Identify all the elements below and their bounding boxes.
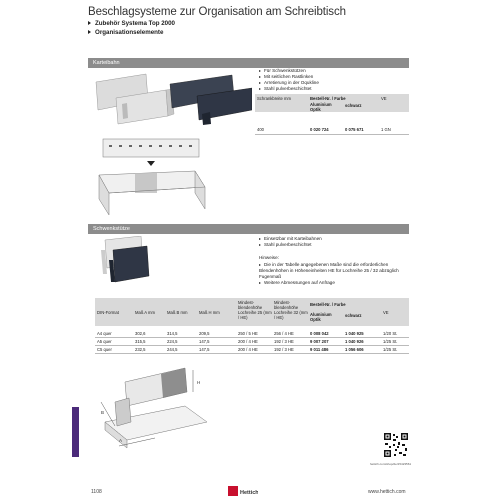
karteibahn-image <box>92 68 252 126</box>
hettich-logo <box>228 485 258 503</box>
dimension-h: H <box>197 380 201 385</box>
notes-title: Hinweise: <box>259 255 279 260</box>
breadcrumb-2: Organisationselemente <box>88 29 163 36</box>
schwenkstuetze-table: DIN-Format Maß A mm Maß B mm Maß H mm Mindest-blendenhöhe Lochreihe 25 (mm / HE) Mindest-blendenhöhe Lochreihe 32 (mm / HE) Bestell-Nr. / Farbe VE Aluminium Optik schwarz A4 quer 302,6 314,5 209,5 250 / 5 HE 256 / 4 HE 0 008 042 1 040 925 1/20 St. A5 quer 315,5 224,5 147,5 200 / 4 HE 192 / 3 HE 9 007 207 1 040 926 1/25 St. C5 quer 232,5 244,5 147,5 200 / 4 HE 192 / 3 HE 9 011 486 1 056 606 1/25 St. <box>95 298 409 356</box>
section-band-karteibahn: Karteibahn <box>88 58 409 68</box>
qr-caption: hettich.com/shop/de/15423561 <box>370 462 412 466</box>
karteibahn-table: Schrankbreite mm Bestell-Nr. / Farbe VE Aluminium Optik schwarz 400 0 020 724 0 075 671 1 GN <box>255 94 409 136</box>
breadcrumb-1: Zubehör Systema Top 2000 <box>88 20 175 27</box>
schwenkstuetze-drawing <box>95 362 220 452</box>
dimension-a: A <box>119 438 123 443</box>
section-band-schwenkstuetze: Schwenkstütze <box>88 224 409 234</box>
karteibahn-features: Für Schwenkstützen Mit seitlichen Rastlinken Arretierung in der Oqukline Stahl pulverbeschichtet <box>259 68 319 92</box>
qr-code[interactable] <box>383 432 409 458</box>
dimension-b: B <box>101 410 105 415</box>
accent-bar <box>72 407 79 457</box>
triangle-icon <box>88 30 91 34</box>
page-number: 1108 <box>91 489 102 495</box>
triangle-icon <box>88 21 91 25</box>
svg-text:Hettich: Hettich <box>240 490 258 496</box>
website-link[interactable]: www.hettich.com <box>368 489 406 495</box>
schwenkstuetze-image <box>95 236 165 286</box>
karteibahn-drawing <box>95 135 215 220</box>
page-title: Beschlagsysteme zur Organisation am Schreibtisch <box>88 6 346 18</box>
notes-list: Die in der Tabelle angegebenen Maße sind die erforderlichen Blendenhöhen in Höheneinheiten HE für Lochreihe 25 / 32 abzüglich Fugenmaß Weitere Abmessungen auf Anfrage <box>259 262 409 286</box>
schwenkstuetze-features: Einsetzbar mit Karteibahnen Stahl pulverbeschichtet <box>259 236 322 248</box>
